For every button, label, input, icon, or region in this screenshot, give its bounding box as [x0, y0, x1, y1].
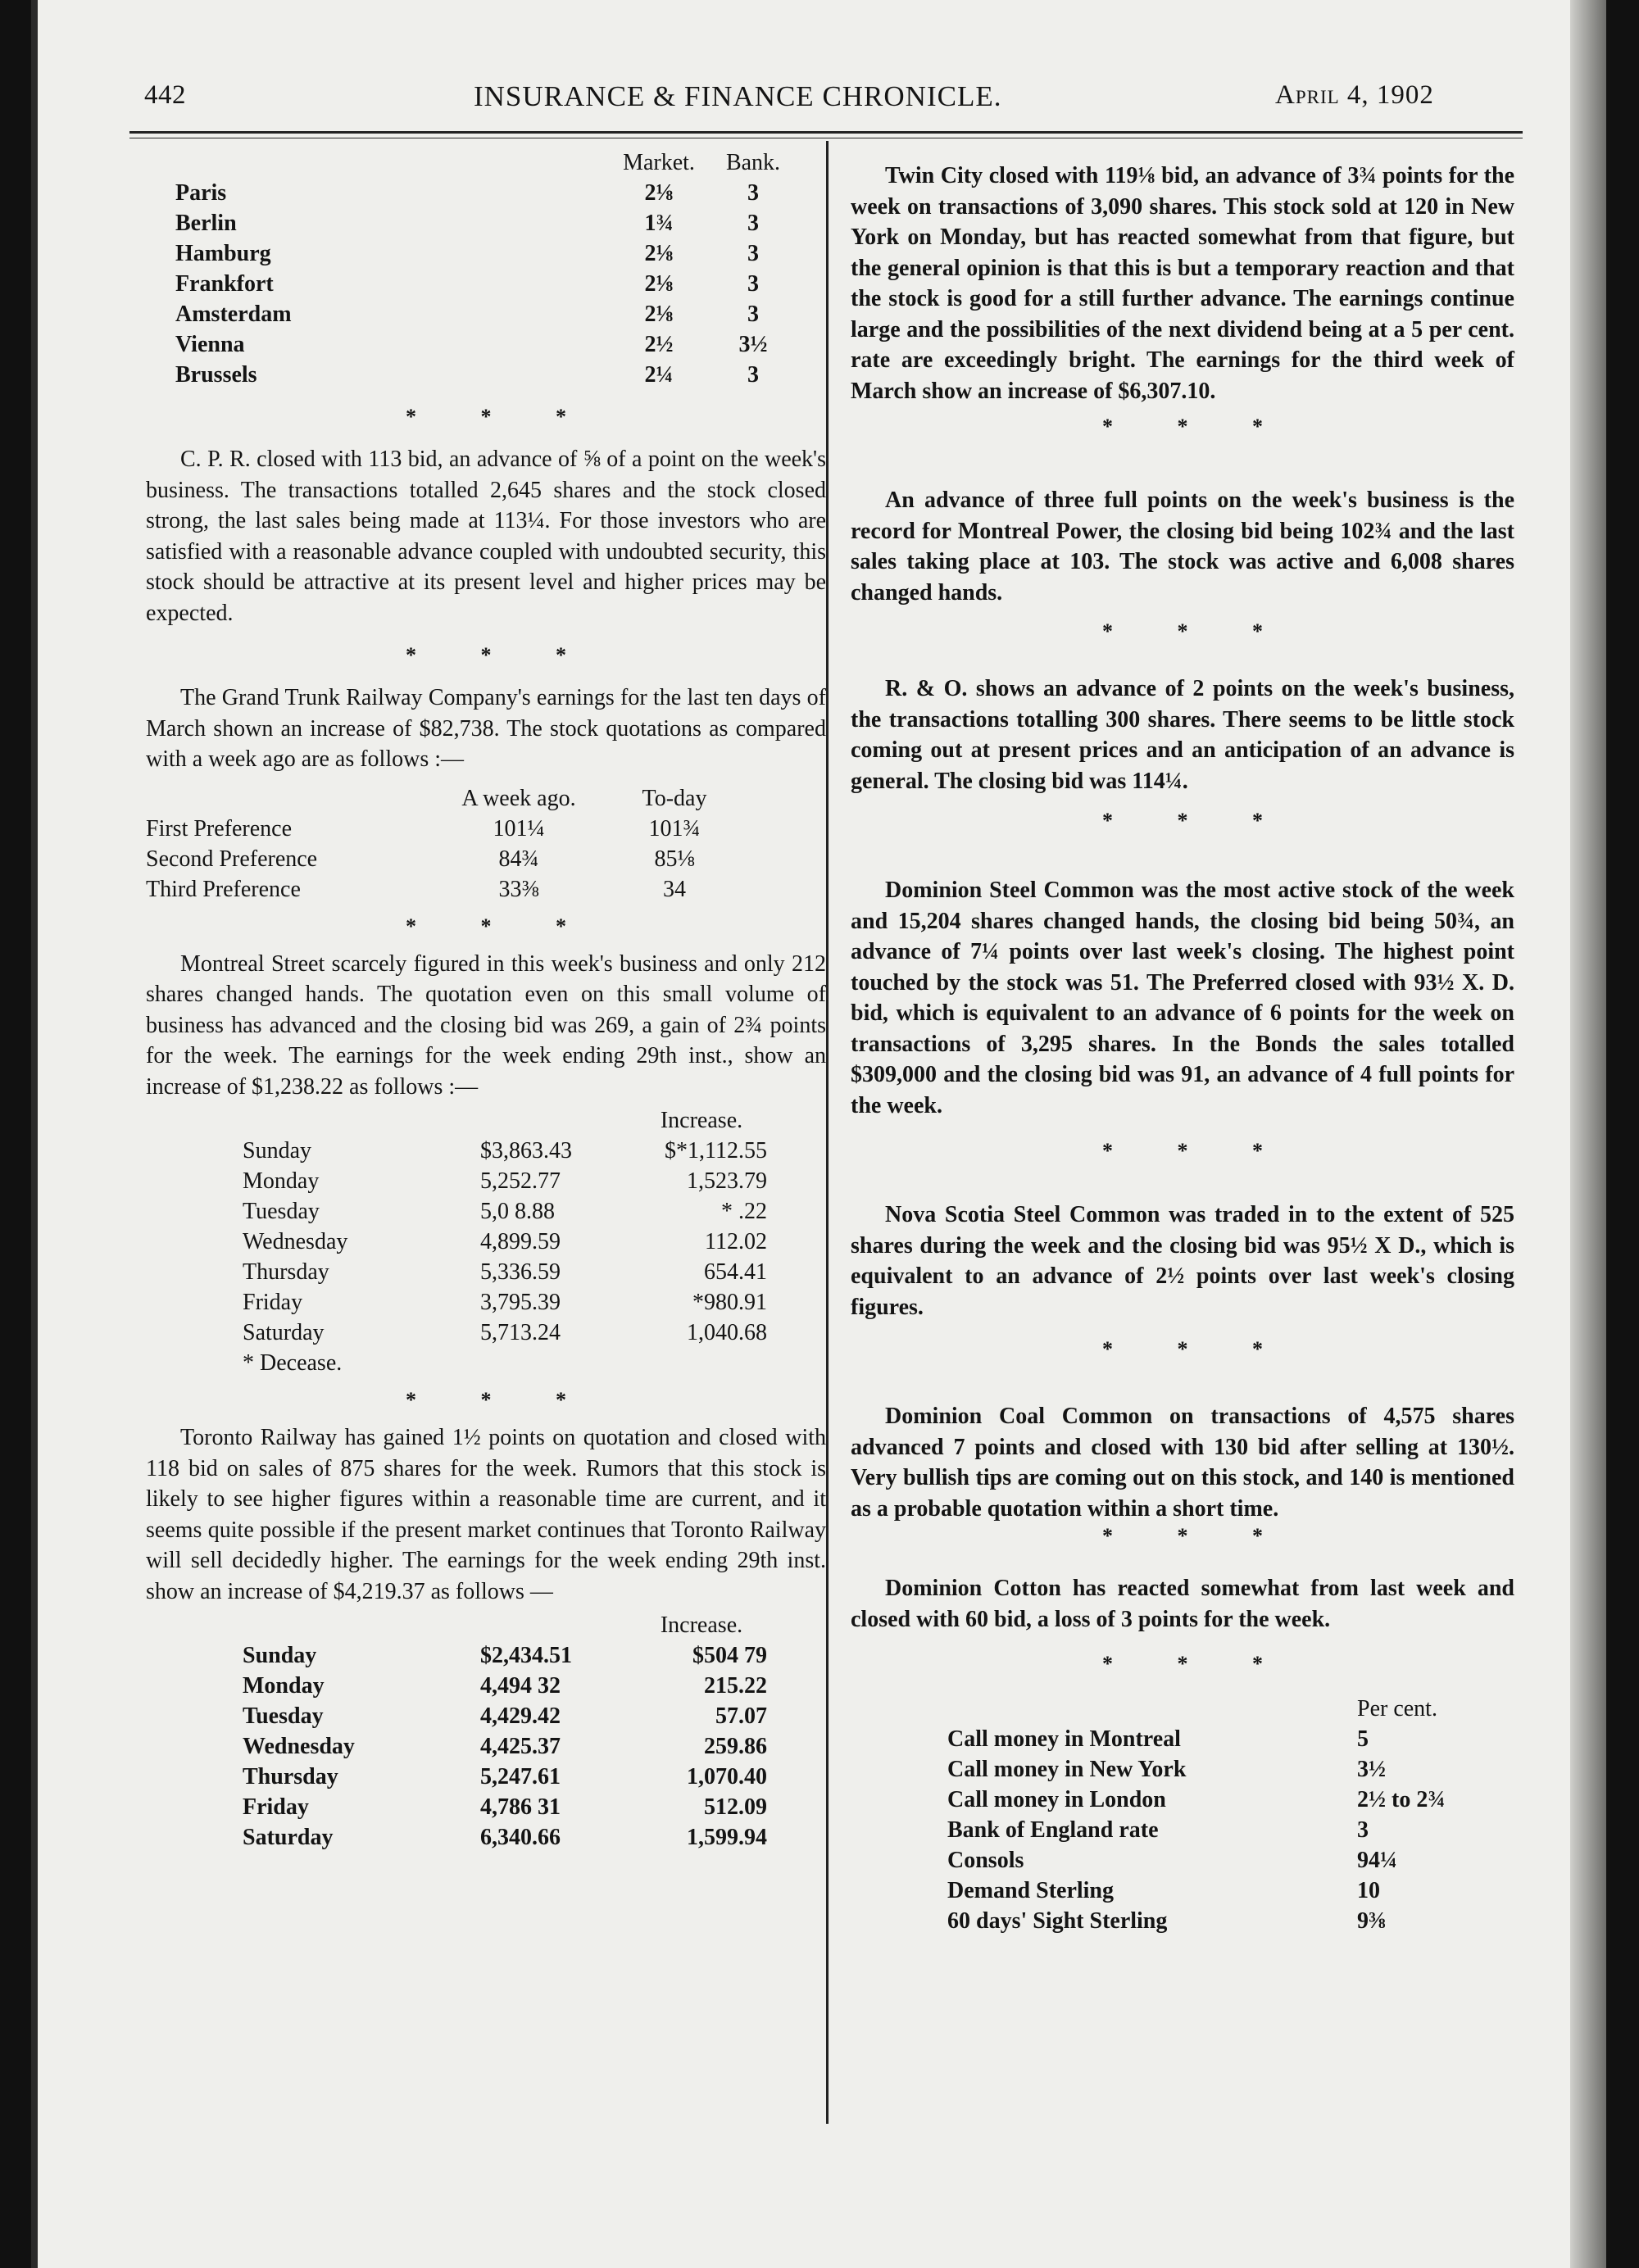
- increase-value: 215.22: [704, 1673, 767, 1699]
- earnings-value: 5,252.77: [480, 1168, 561, 1194]
- city-name: Frankfort: [175, 271, 274, 297]
- stock-label: First Preference: [146, 815, 293, 841]
- day-label: Wednesday: [243, 1229, 348, 1254]
- table-row: [243, 1136, 767, 1166]
- journal-title: INSURANCE & FINANCE CHRONICLE.: [474, 80, 1002, 112]
- day-label: Sunday: [243, 1138, 311, 1163]
- table-row: [243, 1792, 767, 1822]
- rate-value: 3: [1357, 1817, 1369, 1843]
- rate-value: 3½: [1357, 1757, 1386, 1782]
- twin-city-paragraph: Twin City closed with 119⅛ bid, an advance of 3¾ points for the week on transactions of 3,090 shares. This stock sold at 120 in New York on Monday, but has reacted somewhat from that figure, but the general opinion is that this is but a temporary reaction and that the stock is good for a still further advance. The earnings continue large and the possibilities of the next dividend being at a 5 per cent. rate are exceedingly bright. The earnings for the third week of March show an increase of $6,307.10.: [851, 163, 1514, 404]
- increase-header: Increase.: [660, 1613, 743, 1638]
- today-header: To-day: [642, 785, 707, 811]
- market-rate: 2⅛: [644, 271, 674, 297]
- increase-value: 1,040.68: [687, 1320, 767, 1345]
- issue-date: April 4, 1902: [1275, 80, 1434, 110]
- market-rate: 2⅛: [644, 180, 674, 206]
- rate-label: Bank of England rate: [947, 1817, 1159, 1843]
- table-row: [243, 1640, 767, 1671]
- section-separator: * * *: [406, 914, 596, 938]
- newspaper-page: [31, 0, 1606, 2268]
- section-separator: * * *: [406, 405, 596, 429]
- table-row: [947, 1724, 1480, 1754]
- table-row: [175, 238, 798, 269]
- day-label: Monday: [243, 1168, 320, 1194]
- rate-label: Call money in London: [947, 1787, 1166, 1812]
- market-rate: 2⅛: [644, 241, 674, 266]
- earnings-value: 4,899.59: [480, 1229, 561, 1254]
- dominion-cotton-paragraph: Dominion Cotton has reacted somewhat from last week and closed with 60 bid, a loss of 3 points for the week.: [851, 1576, 1514, 1632]
- table-row: [243, 1731, 767, 1762]
- table-row: [243, 1671, 767, 1701]
- section-separator: * * *: [1102, 1337, 1292, 1361]
- nova-scotia-steel-paragraph: Nova Scotia Steel Common was traded in to the extent of 525 shares during the week and the closing bid was 95½ X D., which is equivalent to an advance of 2½ points over last week's closing figures.: [851, 1202, 1514, 1320]
- cpr-paragraph: C. P. R. closed with 113 bid, an advance of ⅝ of a point on the week's business. The transactions totalled 2,645 shares and the stock closed strong, the last sales being made at 113¼. For those investors who are satisfied with a reasonable advance coupled with undoubted security, this stock should be attractive at its present level and higher prices may be expected.: [146, 447, 826, 626]
- rate-value: 10: [1357, 1878, 1380, 1903]
- page-number: 442: [144, 80, 186, 110]
- earnings-value: $2,434.51: [480, 1643, 572, 1668]
- left-column: [146, 147, 826, 1853]
- money-rates-table: [947, 1694, 1480, 1936]
- bank-header: Bank.: [725, 150, 781, 175]
- table-header-row: [243, 1610, 767, 1640]
- table-header-row: [243, 1105, 767, 1136]
- earnings-value: 5,247.61: [480, 1764, 561, 1789]
- column-divider: [826, 141, 829, 2124]
- section-separator: * * *: [1102, 1139, 1292, 1163]
- rate-value: 9⅜: [1357, 1908, 1386, 1934]
- today-value: 101¾: [648, 815, 701, 841]
- grand-trunk-paragraph: The Grand Trunk Railway Company's earnings for the last ten days of March shown an increase of $82,738. The stock quotations as compared with a week ago are as follows :—: [146, 685, 826, 772]
- day-label: Wednesday: [243, 1734, 355, 1759]
- table-row: [243, 1227, 767, 1257]
- day-label: Monday: [243, 1673, 325, 1699]
- market-rate: 1¾: [644, 211, 674, 236]
- rate-label: Call money in Montreal: [947, 1726, 1181, 1752]
- rate-label: Demand Sterling: [947, 1878, 1114, 1903]
- rate-value: 5: [1357, 1726, 1369, 1752]
- week-ago-value: 84¾: [498, 846, 539, 872]
- table-row: [175, 178, 798, 208]
- rate-label: 60 days' Sight Sterling: [947, 1908, 1168, 1934]
- table-row: [947, 1845, 1480, 1876]
- table-row: [175, 299, 798, 329]
- table-row: [175, 269, 798, 299]
- table-header-row: [146, 783, 760, 814]
- table-row: [175, 360, 798, 390]
- today-value: 34: [663, 876, 686, 902]
- increase-value: 1,599.94: [687, 1825, 767, 1850]
- week-ago-header: A week ago.: [461, 785, 576, 811]
- day-label: Tuesday: [243, 1199, 320, 1224]
- table-row: [243, 1166, 767, 1196]
- rate-value: 94¼: [1357, 1848, 1397, 1873]
- table-row: [243, 1257, 767, 1287]
- section-separator: * * *: [406, 1388, 596, 1412]
- bank-rate: 3: [747, 362, 759, 388]
- table-header-row: [947, 1694, 1480, 1724]
- day-label: Thursday: [243, 1764, 338, 1789]
- header-rule: [129, 131, 1523, 134]
- market-rate: 2⅛: [644, 302, 674, 327]
- table-header-row: [175, 147, 798, 178]
- increase-value: 112.02: [705, 1229, 767, 1254]
- earnings-value: 4,786 31: [480, 1794, 561, 1820]
- per-cent-header: Per cent.: [1357, 1696, 1437, 1721]
- earnings-value: 4,425.37: [480, 1734, 561, 1759]
- toronto-railway-earnings-table: [243, 1610, 767, 1853]
- table-row: [243, 1701, 767, 1731]
- city-name: Berlin: [175, 211, 237, 236]
- increase-value: *980.91: [692, 1290, 767, 1315]
- market-header: Market.: [623, 150, 695, 175]
- city-name: Brussels: [175, 362, 257, 388]
- section-separator: * * *: [1102, 415, 1292, 438]
- left-page-edge: [31, 0, 38, 2268]
- increase-value: $*1,112.55: [665, 1138, 767, 1163]
- market-rate: 2¼: [644, 362, 674, 388]
- increase-header: Increase.: [660, 1108, 743, 1133]
- week-ago-value: 33⅜: [498, 876, 539, 902]
- table-row: [146, 814, 760, 844]
- grand-trunk-quotations-table: [146, 783, 760, 905]
- bank-rate: 3: [747, 180, 759, 206]
- day-label: Sunday: [243, 1643, 317, 1668]
- table-row: [146, 874, 760, 905]
- city-name: Paris: [175, 180, 227, 206]
- section-separator: * * *: [1102, 619, 1292, 643]
- rate-value: 2½ to 2¾: [1357, 1787, 1446, 1812]
- increase-value: 512.09: [704, 1794, 767, 1820]
- increase-value: 1,523.79: [687, 1168, 767, 1194]
- table-row: [146, 844, 760, 874]
- rate-label: Consols: [947, 1848, 1024, 1873]
- increase-value: 259.86: [704, 1734, 767, 1759]
- table-row: [947, 1785, 1480, 1815]
- increase-value: * .22: [721, 1199, 767, 1224]
- table-row: [243, 1822, 767, 1853]
- earnings-value: 5,336.59: [480, 1259, 561, 1285]
- increase-value: 654.41: [704, 1259, 767, 1285]
- bank-rate: 3½: [738, 332, 768, 357]
- increase-value: 1,070.40: [687, 1764, 767, 1789]
- dominion-coal-paragraph: Dominion Coal Common on transactions of 4,575 shares advanced 7 points and closed with 130 bid after selling at 130½. Very bullish tips are coming out on this stock, and 140 is mentioned as a probable quotation within a short time.: [851, 1404, 1514, 1522]
- today-value: 85⅛: [654, 846, 695, 872]
- bank-rates-table: [175, 147, 798, 390]
- section-separator: * * *: [1102, 1524, 1292, 1548]
- table-row: [175, 329, 798, 360]
- table-row: [947, 1754, 1480, 1785]
- day-label: Friday: [243, 1290, 303, 1315]
- day-label: Friday: [243, 1794, 309, 1820]
- earnings-value: 5,713.24: [480, 1320, 561, 1345]
- table-row: [243, 1762, 767, 1792]
- montreal-street-paragraph: Montreal Street scarcely figured in this week's business and only 212 shares changed hands. The quotation even on this small volume of business has advanced and the closing bid was 269, a gain of 2¾ points for the week. The earnings for the week ending 29th inst., show an increase of $1,238.22 as follows :—: [146, 950, 826, 1100]
- bank-rate: 3: [747, 241, 759, 266]
- montreal-street-earnings-table: [243, 1105, 767, 1348]
- earnings-value: 4,494 32: [480, 1673, 561, 1699]
- earnings-value: 6,340.66: [480, 1825, 561, 1850]
- table-row: [243, 1287, 767, 1318]
- earnings-value: 4,429.42: [480, 1703, 561, 1729]
- bank-rate: 3: [747, 302, 759, 327]
- day-label: Saturday: [243, 1825, 334, 1850]
- day-label: Saturday: [243, 1320, 325, 1345]
- city-name: Amsterdam: [175, 302, 292, 327]
- city-name: Hamburg: [175, 241, 271, 266]
- section-separator: * * *: [1102, 809, 1292, 832]
- montreal-power-paragraph: An advance of three full points on the week's business is the record for Montreal Power, the closing bid being 102¾ and the last sales taking place at 103. The stock was active and 6,008 shares changed hands.: [851, 488, 1514, 606]
- earnings-value: 3,795.39: [480, 1290, 561, 1315]
- toronto-railway-paragraph: Toronto Railway has gained 1½ points on quotation and closed with 118 bid on sales of 875 shares for the week. Rumors that this stock is likely to see higher figures within a reasonable time are current, and it seems quite possible if the present market continues that Toronto Railway will sell decidedly higher. The earnings for the week ending 29th inst. show an increase of $4,219.37 as follows —: [146, 1425, 826, 1604]
- increase-value: 57.07: [715, 1703, 767, 1729]
- right-column: [851, 161, 1514, 1936]
- city-name: Vienna: [175, 332, 245, 357]
- bank-rate: 3: [747, 271, 759, 297]
- day-label: Thursday: [243, 1259, 329, 1285]
- book-gutter: [1570, 0, 1606, 2268]
- stock-label: Third Preference: [146, 876, 301, 902]
- r-and-o-paragraph: R. & O. shows an advance of 2 points on the week's business, the transactions totalling 300 shares. There seems to be little stock coming out at present prices and an anticipation of an advance is general. The closing bid was 114¼.: [851, 676, 1514, 794]
- dominion-steel-paragraph: Dominion Steel Common was the most active stock of the week and 15,204 shares changed hands, the closing bid being 50¾, an advance of 7¼ points over last week's closing. The highest point touched by the stock was 51. The Preferred closed with 93½ X. D. bid, which is equivalent to an advance of 6 points for the week on transactions of 3,295 shares. In the Bonds the sales totalled $309,000 and the closing bid was 91, an advance of 4 full points for the week.: [851, 878, 1514, 1118]
- earnings-value: 5,0 8.88: [480, 1199, 555, 1224]
- table-row: [243, 1196, 767, 1227]
- bank-rate: 3: [747, 211, 759, 236]
- table-row: [947, 1876, 1480, 1906]
- section-separator: * * *: [406, 643, 596, 667]
- day-label: Tuesday: [243, 1703, 324, 1729]
- table-row: [947, 1906, 1480, 1936]
- section-separator: * * *: [1102, 1652, 1292, 1676]
- table-row: [175, 208, 798, 238]
- stock-label: Second Preference: [146, 846, 318, 872]
- market-rate: 2½: [644, 332, 674, 357]
- week-ago-value: 101¼: [493, 815, 545, 841]
- rate-label: Call money in New York: [947, 1757, 1187, 1782]
- increase-value: $504 79: [692, 1643, 767, 1668]
- earnings-value: $3,863.43: [480, 1138, 572, 1163]
- table-row: [243, 1318, 767, 1348]
- table-row: [947, 1815, 1480, 1845]
- footnote: * Decease.: [243, 1350, 343, 1376]
